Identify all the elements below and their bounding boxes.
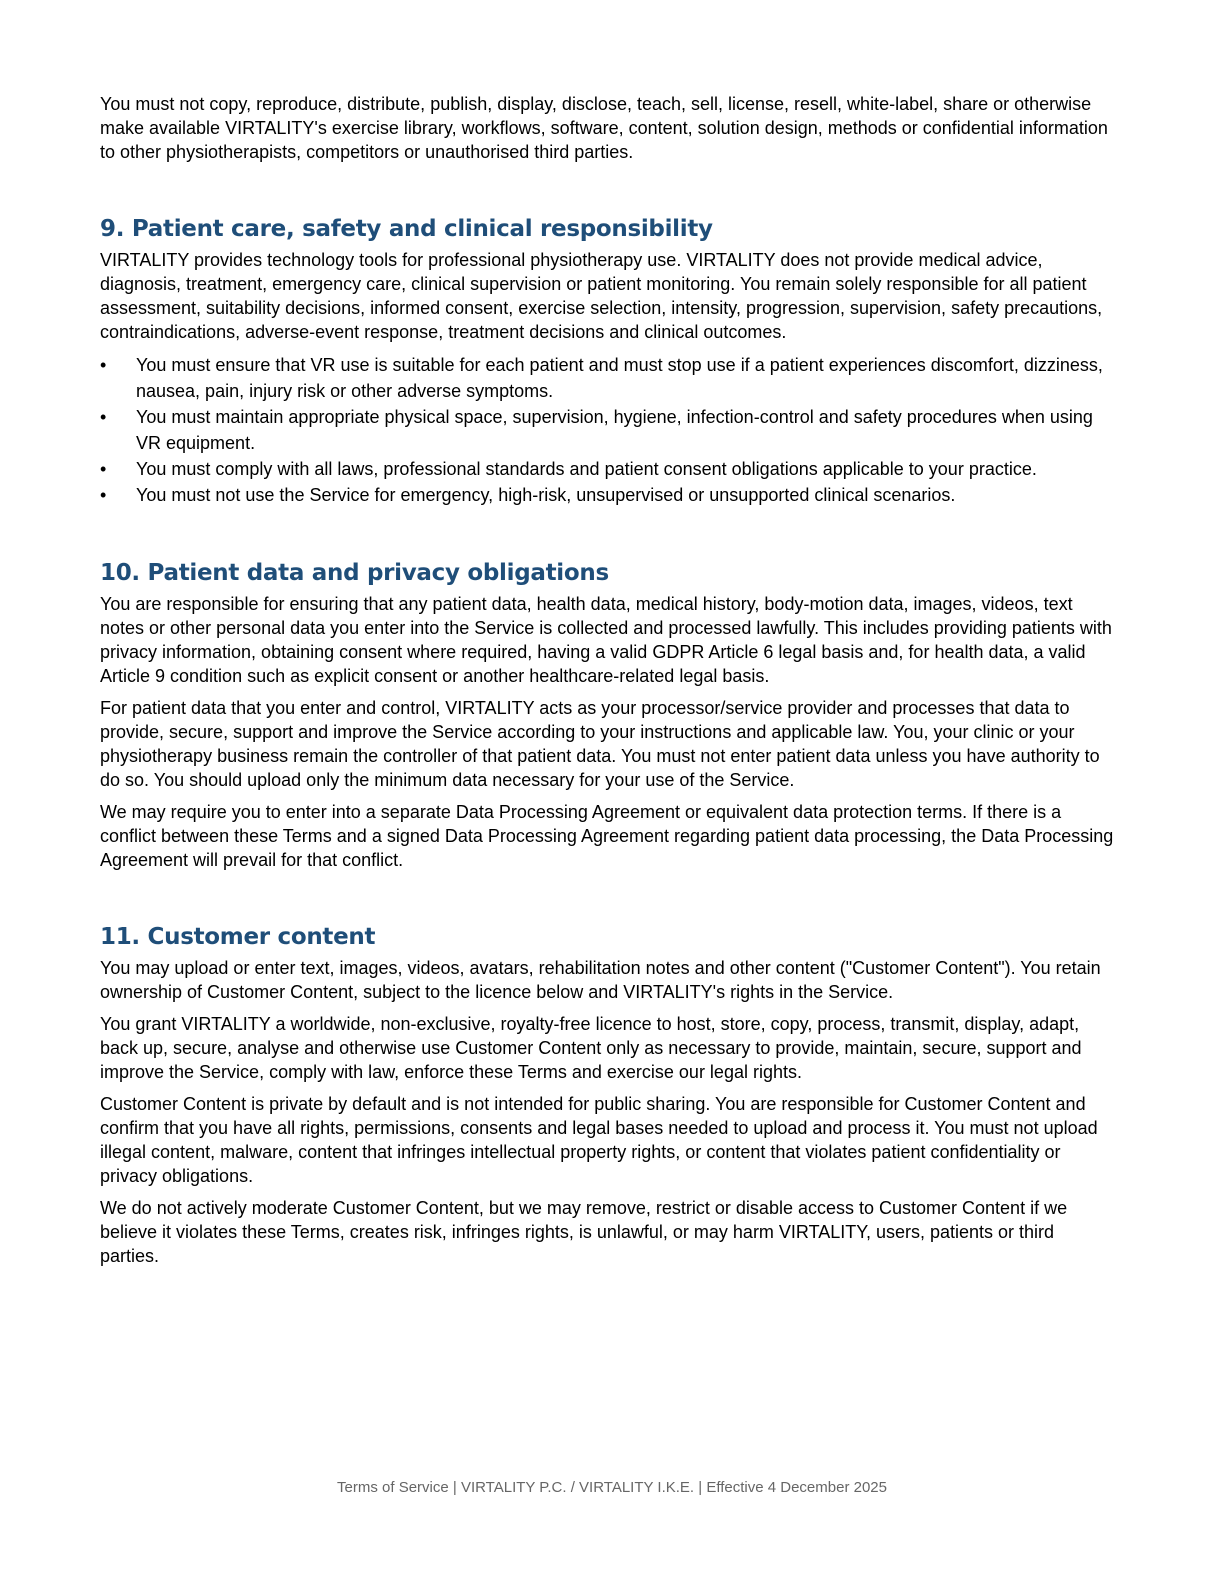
section-11-heading: 11. Customer content	[100, 924, 376, 950]
list-item-text: You must not use the Service for emergency, high-risk, unsupervised or unsupported clinical scenarios.	[136, 485, 956, 505]
list-item	[100, 352, 1115, 404]
page-footer: Terms of Service | VIRTALITY P.C. / VIRTALITY I.K.E. | Effective 4 December 2025	[337, 1479, 887, 1496]
section-11-paragraph-1: You may upload or enter text, images, videos, avatars, rehabilitation notes and other content ("Customer Content"). You retain ownership of Customer Content, subject to the licence below and VIRTALITY's rights in the Service.	[100, 958, 1101, 1002]
section-11-paragraph-3: Customer Content is private by default and is not intended for public sharing. You are responsible for Customer Content and confirm that you have all rights, permissions, consents and legal bases needed to upload and process it. You must not upload illegal content, malware, content that infringes intellectual property rights, or content that violates patient confidentiality or privacy obligations.	[100, 1094, 1098, 1186]
section-9-paragraph: VIRTALITY provides technology tools for professional physiotherapy use. VIRTALITY does not provide medical advice, diagnosis, treatment, emergency care, clinical supervision or patient monitoring. You remain solely responsible for all patient assessment, suitability decisions, informed consent, exercise selection, intensity, progression, supervision, safety precautions, contraindications, adverse-event response, treatment decisions and clinical outcomes.	[100, 250, 1103, 342]
bullet-icon: •	[100, 485, 107, 505]
section-10-heading: 10. Patient data and privacy obligations	[100, 560, 609, 586]
section-10-paragraph-1: You are responsible for ensuring that any patient data, health data, medical history, body-motion data, images, videos, text notes or other personal data you enter into the Service is collected and processed lawfully. This includes providing patients with privacy information, obtaining consent where required, having a valid GDPR Article 6 legal basis and, for health data, a valid Article 9 condition such as explicit consent or another healthcare-related legal basis.	[100, 594, 1112, 686]
section-9	[100, 214, 1115, 508]
bullet-icon: •	[100, 407, 107, 427]
section-9-heading: 9. Patient care, safety and clinical responsibility	[100, 216, 713, 242]
section-10-paragraph-3: We may require you to enter into a separate Data Processing Agreement or equivalent data protection terms. If there is a conflict between these Terms and a signed Data Processing Agreement regarding patient data processing, the Data Processing Agreement will prevail for that conflict.	[100, 802, 1114, 870]
bullet-icon: •	[100, 459, 107, 479]
section-9-bullet-list	[100, 352, 1115, 508]
intro-paragraph: You must not copy, reproduce, distribute, publish, display, disclose, teach, sell, license, resell, white-label, share or otherwise make available VIRTALITY's exercise library, workflows, software, content, solution design, methods or confidential information to other physiotherapists, competitors or unauthorised third parties.	[100, 94, 1108, 162]
list-item	[100, 404, 1115, 456]
section-10-paragraph-2: For patient data that you enter and control, VIRTALITY acts as your processor/service provider and processes that data to provide, secure, support and improve the Service according to your instructions and applicable law. You, your clinic or your physiotherapy business remain the controller of that patient data. You must not enter patient data unless you have authority to do so. You should upload only the minimum data necessary for your use of the Service.	[100, 698, 1100, 790]
list-item-text: You must ensure that VR use is suitable for each patient and must stop use if a patient experiences discomfort, dizziness, nausea, pain, injury risk or other adverse symptoms.	[136, 355, 1103, 401]
section-11	[100, 922, 1115, 1268]
section-10	[100, 558, 1115, 872]
document-page	[100, 92, 1115, 1268]
list-item-text: You must maintain appropriate physical space, supervision, hygiene, infection-control and safety procedures when using VR equipment.	[136, 407, 1093, 453]
list-item	[100, 456, 1115, 482]
list-item	[100, 482, 1115, 508]
section-11-paragraph-2: You grant VIRTALITY a worldwide, non-exclusive, royalty-free licence to host, store, copy, process, transmit, display, adapt, back up, secure, analyse and otherwise use Customer Content only as necessary to provide, maintain, secure, support and improve the Service, comply with law, enforce these Terms and exercise our legal rights.	[100, 1014, 1082, 1082]
list-item-text: You must comply with all laws, professional standards and patient consent obligations applicable to your practice.	[136, 459, 1037, 479]
section-11-paragraph-4: We do not actively moderate Customer Content, but we may remove, restrict or disable access to Customer Content if we believe it violates these Terms, creates risk, infringes rights, is unlawful, or may harm VIRTALITY, users, patients or third parties.	[100, 1198, 1068, 1266]
bullet-icon: •	[100, 355, 107, 375]
